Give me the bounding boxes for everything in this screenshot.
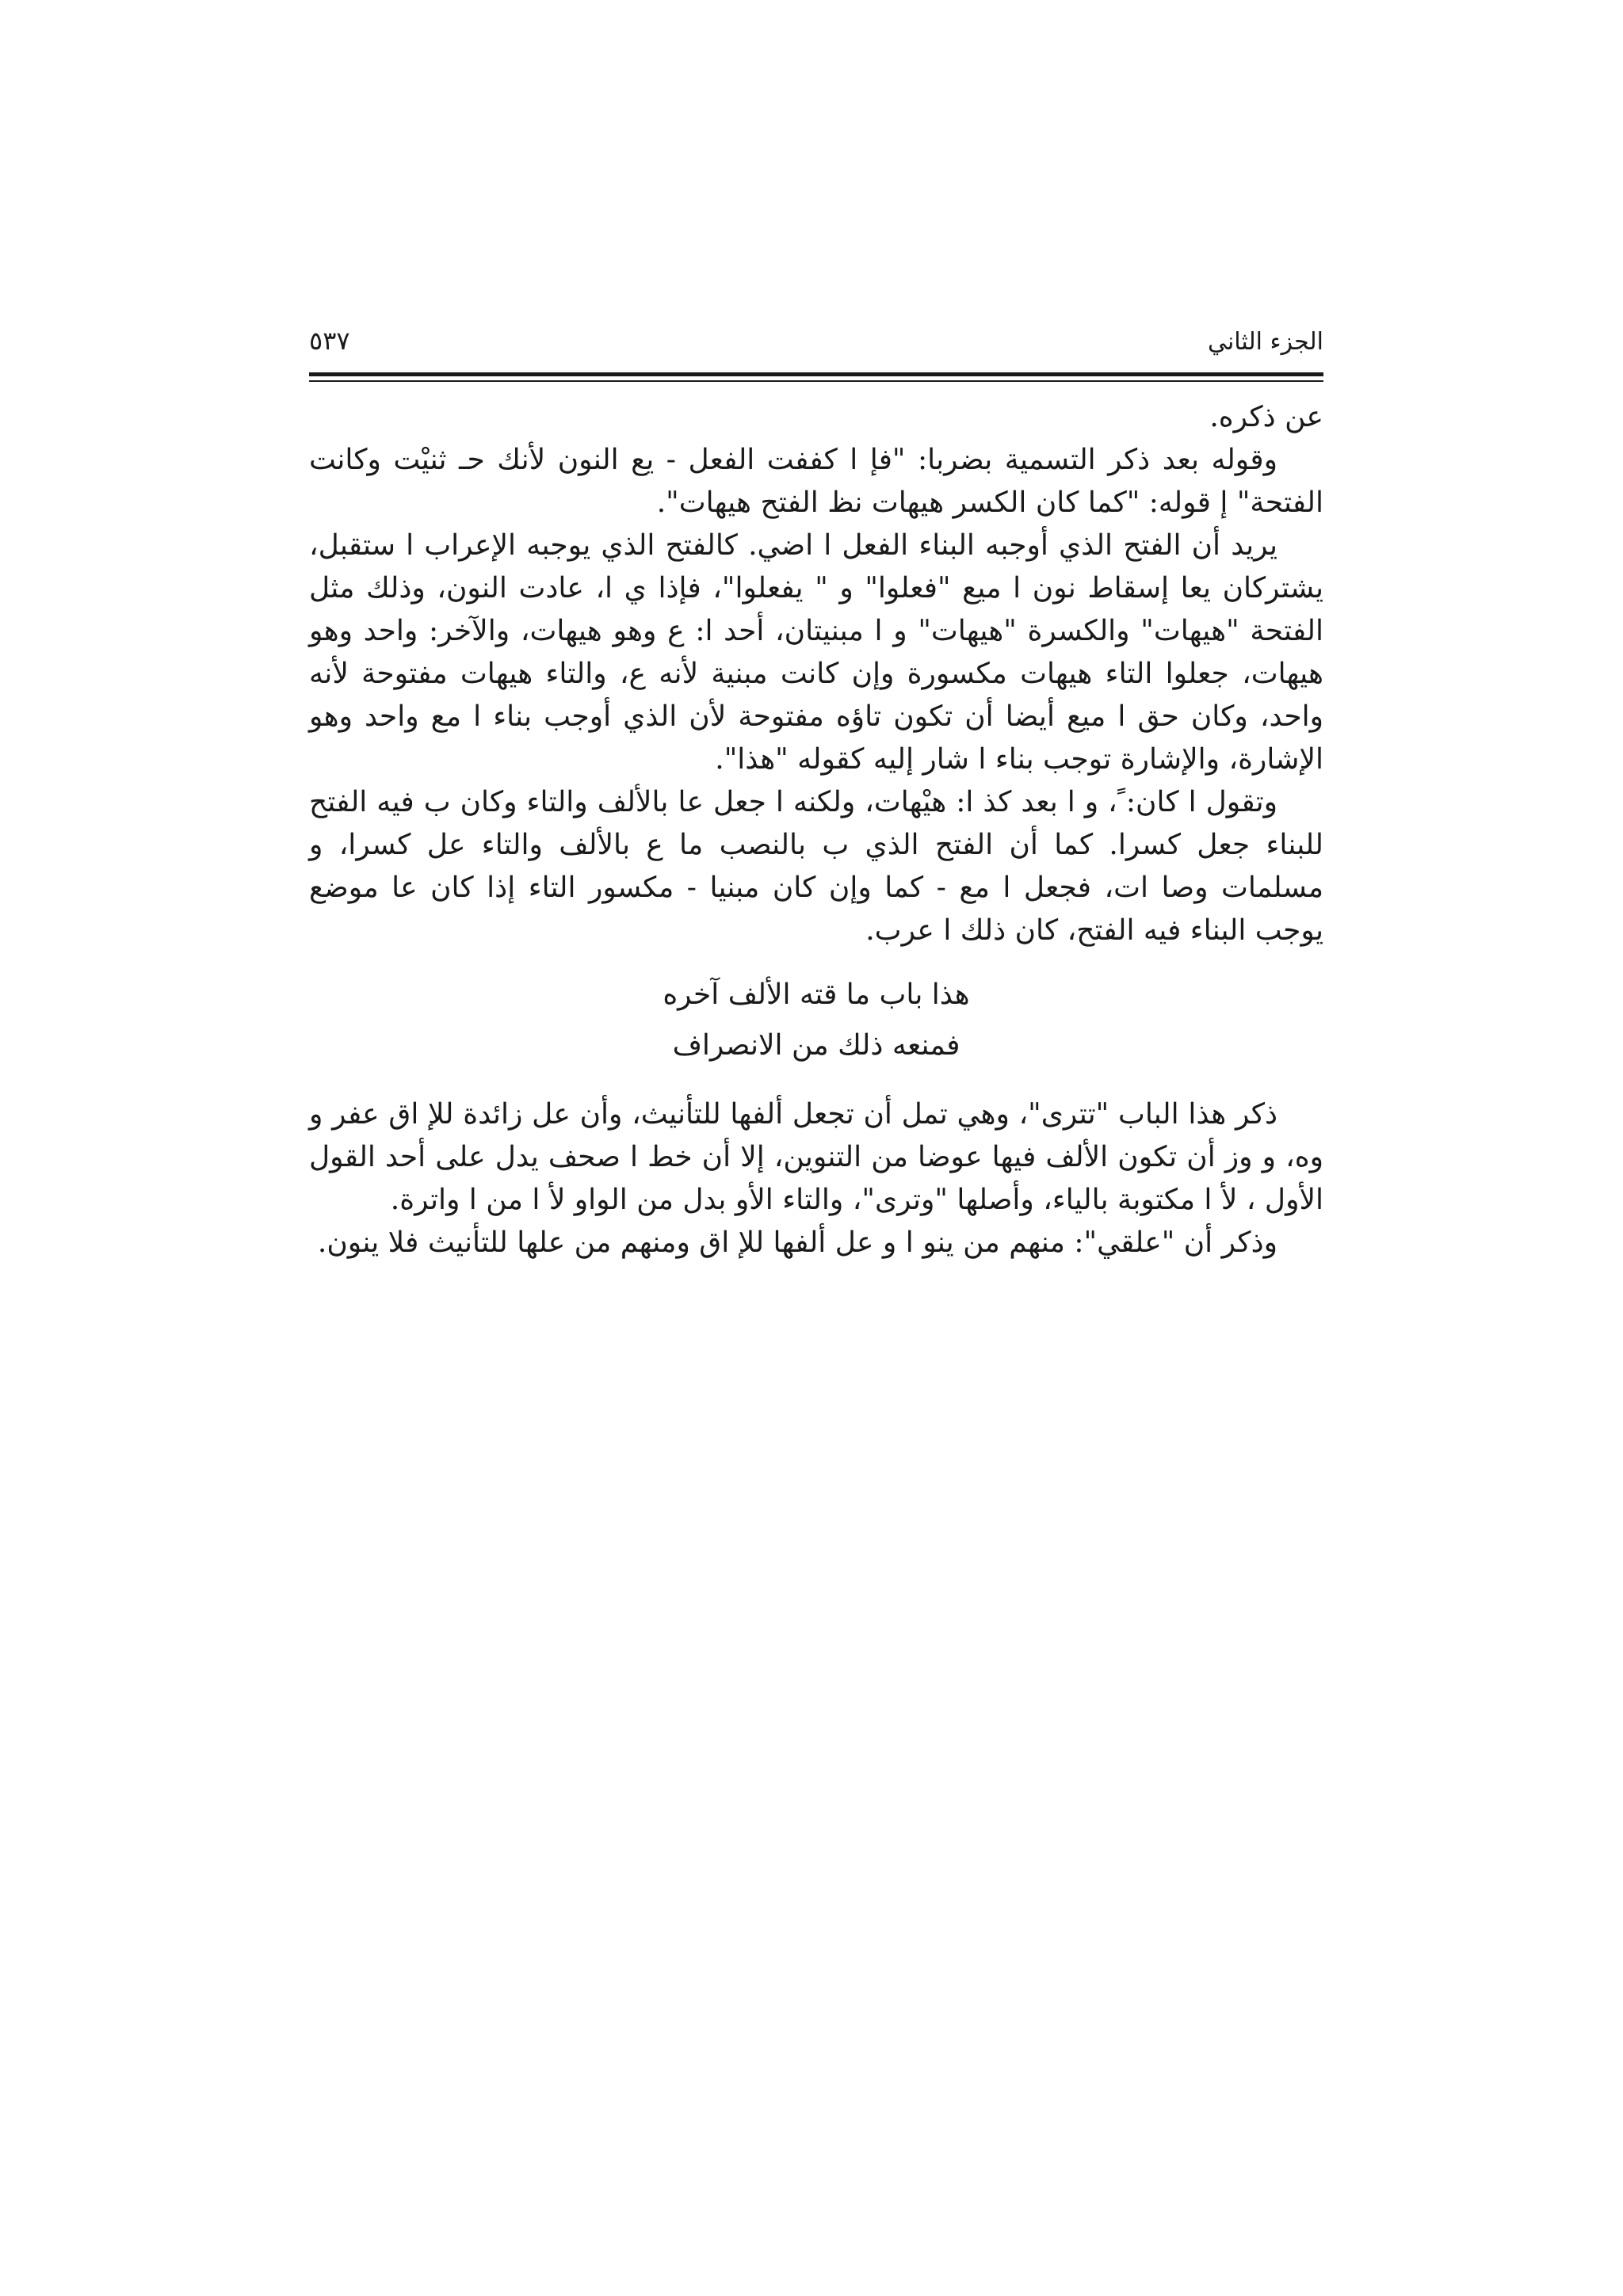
header-rule-thick [309,372,1323,376]
section-subheading: فمنعه ذلك من الانصراف [672,1029,960,1062]
paragraph: وذكر أن "علقي": منهم من ينو ا و عل ألفها للإ اق ومنهم من علها للتأنيث فلا ينون. [317,1226,1277,1259]
page-number: ٥٣٧ [309,326,350,356]
body-text [309,396,1323,1264]
running-header-title: الجزء الثاني [1207,328,1323,356]
page-header [309,317,1323,372]
paragraph: وقوله بعد ذكر التسمية بضربا: "فإ ا كففت الفعل - يع النون لأنك حـ ثنيْت وكانت الفتحة" إ قوله: "كما كان الكسر هيهات نظ الفتح هيهات". [309,444,1323,519]
header-rule-thin [309,380,1323,382]
paragraph: عن ذكره. [1209,401,1323,433]
section-heading-block [309,970,1323,1071]
paragraph: ذكر هذا الباب "تترى"، وهي تمل أن تجعل ألفها للتأنيث، وأن عل زائدة للإ اق عفر و وه، و وز أن تكون الألف فيها عوضا من التنوين، إلا أن خط ا صحف يدل على أحد القول الأول ، لأ ا مكتوبة بالياء، وأصلها "وترى"، والتاء الأو بدل من الواو لأ ا من ا واترة. [309,1098,1323,1216]
paragraph: يريد أن الفتح الذي أوجبه البناء الفعل ا اضي. كالفتح الذي يوجبه الإعراب ا ستقبل، يشتركان يعا إسقاط نون ا ميع "فعلوا" و " يفعلوا"، فإذا ي ا، عادت النون، وذلك مثل الفتحة "هيهات" والكسرة "هيهات" و ا مبنيتان، أحد ا: ع وهو هيهات، والآخر: واحد وهو هيهات، جعلوا التاء هيهات مكسورة وإن كانت مبنية لأنه ع، والتاء هيهات مفتوحة لأنه واحد، وكان حق ا ميع أيضا أن تكون تاؤه مفتوحة لأن الذي أوجب بناء ا مع واحد وهو الإشارة، والإشارة توجب بناء ا شار إليه كقوله "هذا". [309,529,1323,776]
section-heading: هذا باب ما قته الألف آخره [663,978,970,1011]
paragraph: وتقول ا كان: ً، و ا بعد كذ ا: هيْهات، ولكنه ا جعل عا بالألف والتاء وكان ب فيه الفتح للبناء جعل كسرا. كما أن الفتح الذي ب بالنصب ما ع بالألف والتاء عل كسرا، و مسلمات وصا ات، فجعل ا مع - كما وإن كان مبنيا - مكسور التاء إذا كان عا موضع يوجب البناء فيه الفتح، كان ذلك ا عرب. [309,786,1323,947]
